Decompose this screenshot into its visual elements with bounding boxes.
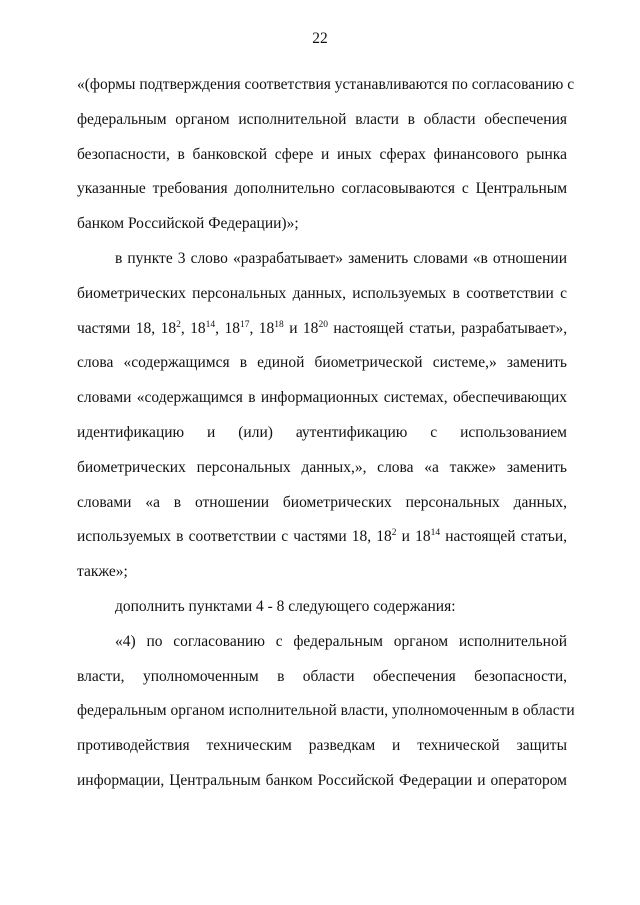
text-line: федеральным органом исполнительной власти в области обеспечения [77, 110, 567, 128]
superscript: 2 [391, 528, 397, 539]
text-line: идентификацию и (или) аутентификацию с использованием [77, 423, 567, 441]
text-line: слова «содержащимся в единой биометрической системе,» заменить [77, 354, 567, 372]
paragraph-start-line: в пункте 3 слово «разрабатывает» заменить словами «в отношении [115, 249, 567, 267]
superscript: 14 [430, 528, 441, 539]
text-line-with-superscripts: частями 18, $18^2$, $18^{14}$, $18^{17}$, $18^{18}$ и $18^{20}$ настоящей статьи, разрабатывает», [77, 319, 568, 337]
text-line: власти, уполномоченным в области обеспечения безопасности, [77, 667, 567, 685]
text-line: «(формы подтверждения соответствия устанавливаются по согласованию с [77, 76, 575, 93]
text-line: противодействия техническим разведкам и технической защиты [77, 737, 567, 755]
page-number: 22 [312, 30, 328, 47]
text-line: словами «содержащимся в информационных системах, обеспечивающих [77, 389, 567, 407]
superscript: 20 [318, 319, 328, 330]
text-line: биометрических персональных данных,», слова «а также» заменить [77, 458, 567, 476]
superscript: 17 [239, 319, 250, 330]
superscript: 18 [274, 319, 284, 330]
body-text [77, 72, 575, 803]
paragraph-start-line: «4) по согласованию с федеральным органом исполнительной [115, 632, 567, 650]
text-line: биометрических персональных данных, используемых в соответствии с [77, 284, 567, 302]
text-line: информации, Центральным банком Российской Федерации и оператором [77, 771, 567, 789]
superscript: 14 [205, 319, 216, 330]
superscript: 2 [176, 319, 181, 330]
paragraph-line: дополнить пунктами 4 - 8 следующего содержания: [115, 597, 456, 615]
text-line: словами «а в отношении биометрических персональных данных, [77, 493, 567, 511]
text-line: федеральным органом исполнительной власти, уполномоченным в области [77, 702, 575, 720]
text-line-with-superscripts: используемых в соответствии с частями 18, $18^2$ и $18^{14}$ настоящей статьи, [77, 528, 568, 546]
text-line: безопасности, в банковской сфере и иных сферах финансового рынка [77, 145, 567, 163]
text-line: указанные требования дополнительно согласовываются с Центральным [77, 180, 567, 198]
text-line: банком Российской Федерации)»; [77, 215, 299, 233]
text-line: также»; [77, 563, 128, 581]
